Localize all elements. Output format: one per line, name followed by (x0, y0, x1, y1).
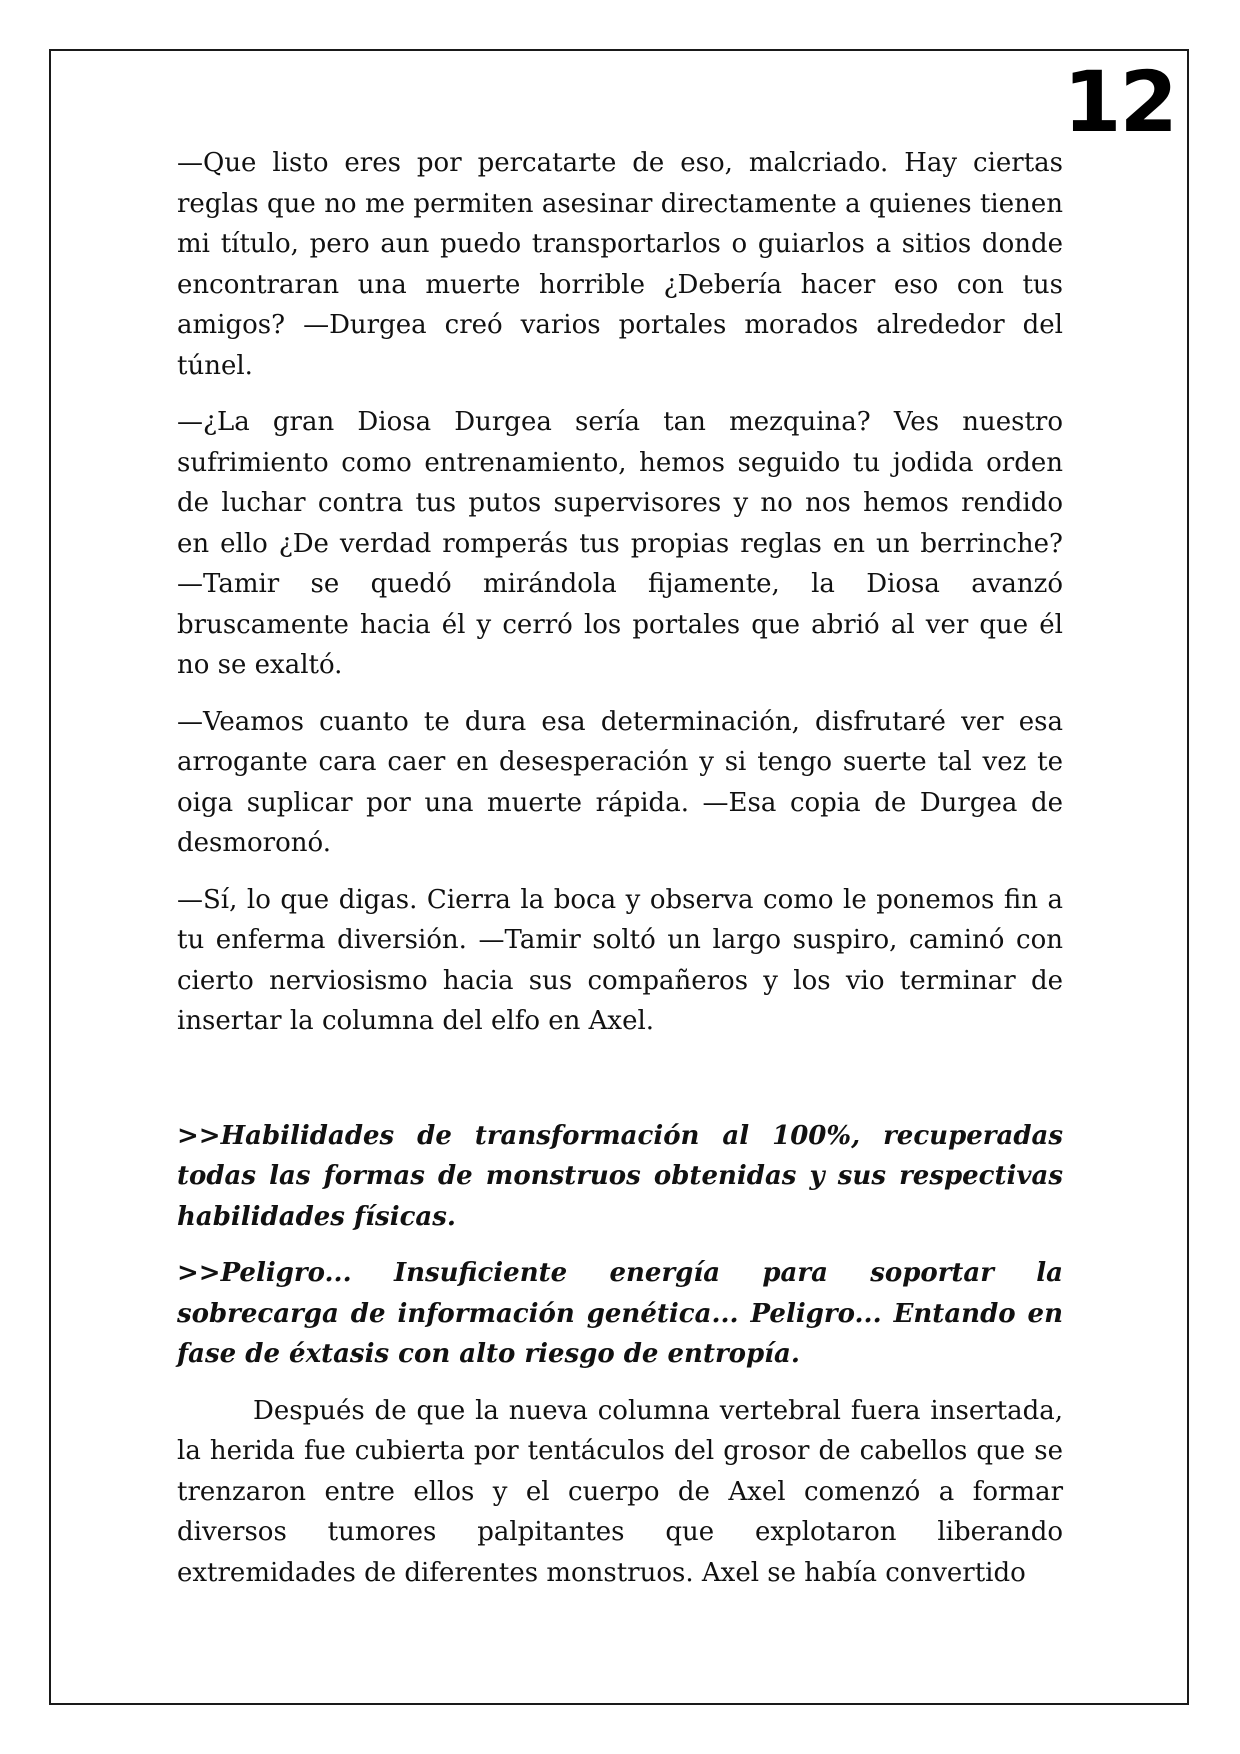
dialogue-paragraph: —Veamos cuanto te dura esa determinación, disfrutaré ver esa arrogante cara caer en desesperación y si tengo suerte tal vez te oiga suplicar por una muerte rápida. —Esa copia de Durgea de desmoronó. (177, 706, 1063, 858)
system-message: >>Peligro... Insuficiente energía para soportar la sobrecarga de información genética... Peligro... Entando en fase de éxtasis con alto riesgo de entropía. (177, 1258, 1063, 1369)
dialogue-paragraph: —Que listo eres por percatarte de eso, malcriado. Hay ciertas reglas que no me permiten asesinar directamente a quienes tienen mi título, pero aun puedo transportarlos o guiarlos a sitios donde encontraran una muerte horrible ¿Debería hacer eso con tus amigos? —Durgea creó varios portales morados alrededor del túnel. (177, 148, 1063, 381)
body-text (177, 143, 1063, 1609)
page-number: 12 (1063, 53, 1176, 151)
dialogue-paragraph: —¿La gran Diosa Durgea sería tan mezquina? Ves nuestro sufrimiento como entrenamiento, hemos seguido tu jodida orden de luchar contra tus putos supervisores y no nos hemos rendido en ello ¿De verdad romperás tus propias reglas en un berrinche? —Tamir se quedó mirándola fijamente, la Diosa avanzó bruscamente hacia él y cerró los portales que abrió al ver que él no se exaltó. (177, 407, 1063, 680)
narrative-paragraph: Después de que la nueva columna vertebral fuera insertada, la herida fue cubierta por tentáculos del grosor de cabellos que se trenzaron entre ellos y el cuerpo de Axel comenzó a formar diversos tumores palpitantes que explotaron liberando extremidades de diferentes monstruos. Axel se había convertido (177, 1395, 1063, 1588)
dialogue-paragraph: —Sí, lo que digas. Cierra la boca y observa como le ponemos fin a tu enferma diversión. —Tamir soltó un largo suspiro, caminó con cierto nerviosismo hacia sus compañeros y los vio terminar de insertar la columna del elfo en Axel. (177, 884, 1063, 1036)
system-message: >>Habilidades de transformación al 100%, recuperadas todas las formas de monstruos obtenidas y sus respectivas habilidades físicas. (177, 1120, 1063, 1232)
section-gap (177, 1058, 1063, 1116)
